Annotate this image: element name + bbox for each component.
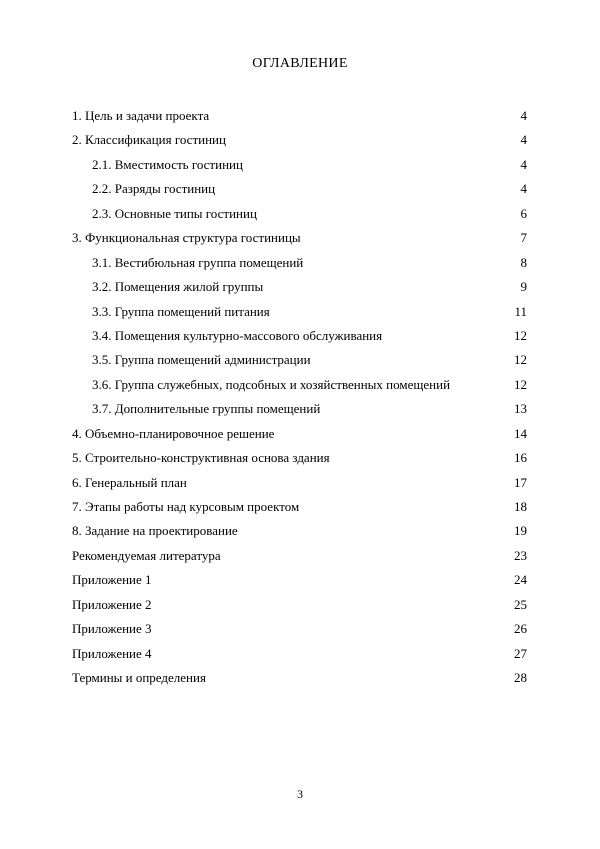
toc-entry-page: 28 <box>514 670 527 686</box>
toc-entry-page: 4 <box>520 108 527 123</box>
toc-subentry <box>72 275 527 299</box>
toc-entry-page: 4 <box>520 181 527 197</box>
toc-entry-page: 24 <box>514 572 527 588</box>
toc-entry-page: 9 <box>520 279 527 295</box>
toc-entry-label: 2. Классификация гостиниц <box>72 132 226 148</box>
toc-entry <box>72 495 527 519</box>
toc-entry <box>72 422 527 446</box>
toc-subentry <box>72 348 527 372</box>
toc-entry-page: 23 <box>514 547 527 563</box>
toc-entry-page: 4 <box>520 156 527 172</box>
toc-entry-label: 8. Задание на проектирование <box>72 523 238 539</box>
toc-entry-page: 26 <box>514 621 527 637</box>
toc-entry-page: 16 <box>514 450 527 466</box>
toc-subentry <box>72 177 527 201</box>
table-of-contents <box>72 104 527 691</box>
toc-entry-label: 3.1. Вестибюльная группа помещений <box>92 254 304 270</box>
toc-entry-page: 11 <box>514 303 527 319</box>
toc-entry-page: 6 <box>520 205 527 221</box>
toc-subentry <box>72 251 527 275</box>
toc-entry <box>72 568 527 592</box>
toc-entry <box>72 544 527 568</box>
toc-entry <box>72 471 527 495</box>
toc-entry <box>72 226 527 250</box>
toc-entry-page: 25 <box>514 596 527 612</box>
toc-entry <box>72 104 527 128</box>
toc-entry-page: 17 <box>514 474 527 490</box>
toc-entry-page: 12 <box>514 376 527 392</box>
toc-entry-label: 3.4. Помещения культурно-массового обслуживания <box>92 327 383 343</box>
toc-subentry <box>72 324 527 348</box>
toc-entry-label: 3. Функциональная структура гостиницы <box>72 230 301 246</box>
toc-entry-label: 4. Объемно-планировочное решение <box>72 425 275 441</box>
toc-entry <box>72 617 527 641</box>
toc-entry-label: 3.2. Помещения жилой группы <box>92 279 264 295</box>
toc-entry-label: 3.7. Дополнительные группы помещений <box>92 401 321 417</box>
toc-entry-label: Приложение 4 <box>72 645 152 661</box>
toc-entry-label: 2.1. Вместимость гостиниц <box>92 156 243 172</box>
page-title: ОГЛАВЛЕНИЕ <box>252 56 348 71</box>
toc-entry-label: 7. Этапы работы над курсовым проектом <box>72 499 300 514</box>
toc-entry-label: 2.2. Разряды гостиниц <box>92 181 216 197</box>
toc-entry-page: 7 <box>520 230 527 246</box>
toc-entry <box>72 593 527 617</box>
toc-entry-page: 12 <box>514 352 527 368</box>
toc-entry-label: 6. Генеральный план <box>72 474 187 490</box>
toc-entry <box>72 642 527 666</box>
toc-entry <box>72 519 527 543</box>
toc-entry-label: Термины и определения <box>72 670 206 686</box>
toc-subentry <box>72 300 527 324</box>
toc-entry-label: 3.6. Группа служебных, подсобных и хозяйственных помещений <box>92 376 451 392</box>
toc-subentry <box>72 397 527 421</box>
toc-subentry <box>72 202 527 226</box>
toc-entry-label: Приложение 1 <box>72 572 152 588</box>
page-number: 3 <box>297 787 303 801</box>
toc-entry-label: Рекомендуемая литература <box>72 547 221 563</box>
toc-entry-label: 3.3. Группа помещений питания <box>92 303 270 319</box>
toc-entry-page: 19 <box>514 523 527 539</box>
toc-entry-page: 14 <box>514 425 527 441</box>
toc-subentry <box>72 153 527 177</box>
toc-entry-label: 3.5. Группа помещений администрации <box>92 352 311 368</box>
toc-entry-page: 12 <box>514 327 527 343</box>
toc-entry-label: 1. Цель и задачи проекта <box>72 108 210 123</box>
toc-entry <box>72 128 527 152</box>
toc-entry-page: 13 <box>514 401 527 417</box>
toc-entry <box>72 446 527 470</box>
toc-entry-page: 18 <box>514 499 527 514</box>
toc-entry-label: 2.3. Основные типы гостиниц <box>92 205 257 221</box>
toc-entry-label: Приложение 2 <box>72 596 152 612</box>
toc-entry-label: 5. Строительно-конструктивная основа здания <box>72 450 330 466</box>
toc-entry <box>72 666 527 690</box>
toc-entry-page: 8 <box>520 254 527 270</box>
toc-entry-page: 4 <box>520 132 527 148</box>
toc-subentry <box>72 373 527 397</box>
toc-entry-page: 27 <box>514 645 527 661</box>
toc-entry-label: Приложение 3 <box>72 621 152 637</box>
